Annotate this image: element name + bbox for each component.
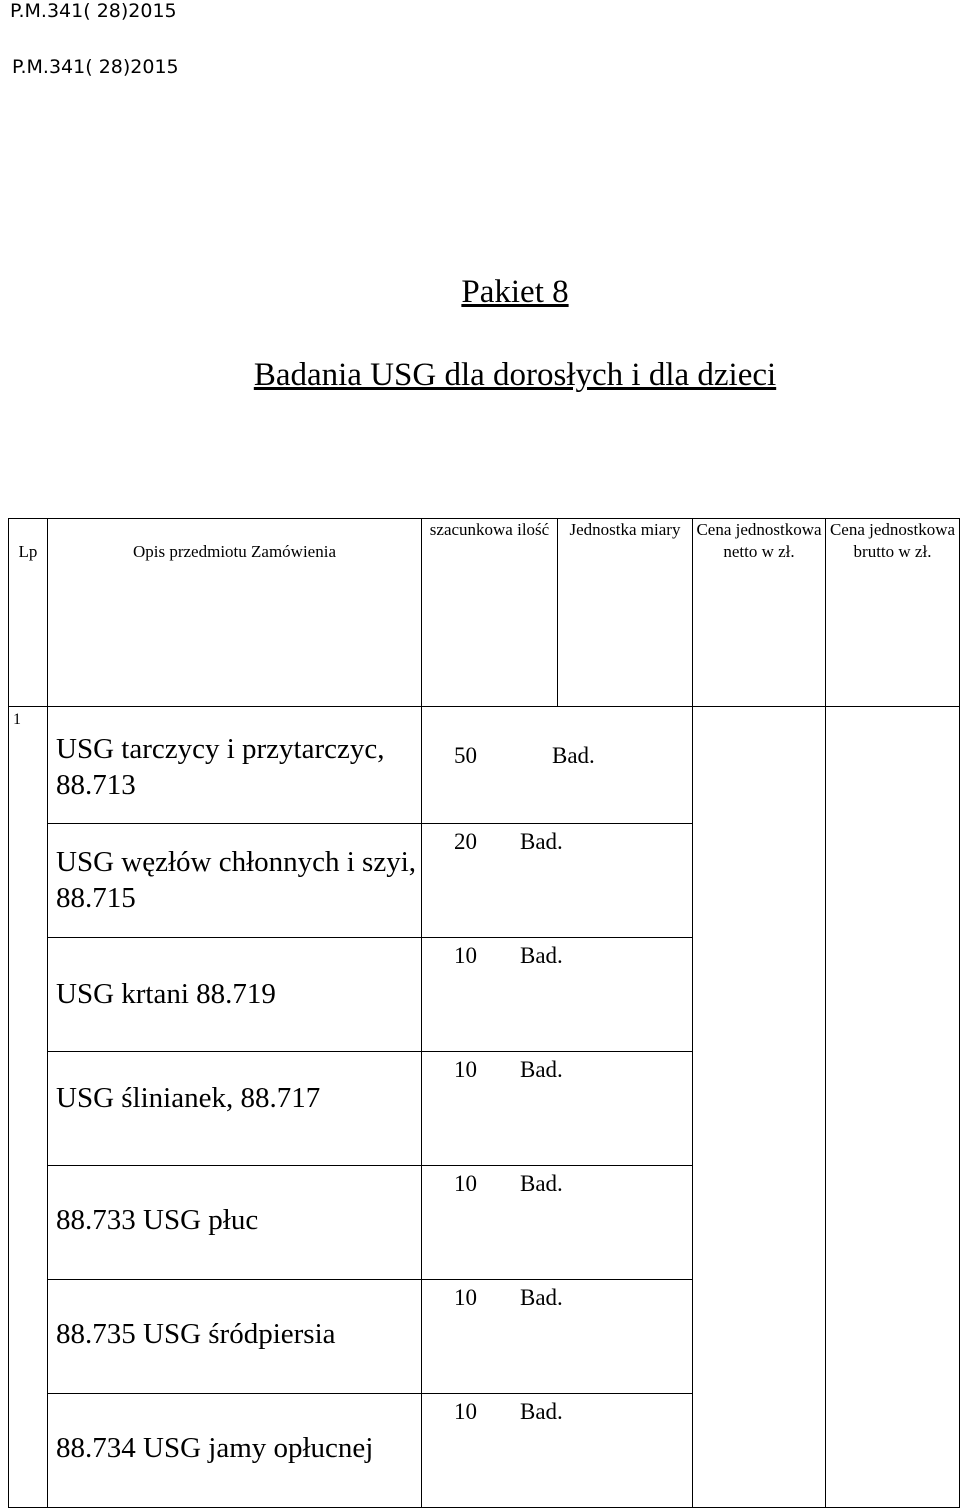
item-description: 88.735 USG śródpiersia: [48, 1280, 422, 1394]
quantity-unit-cell: [422, 1166, 693, 1280]
quantity-unit-cell: [422, 938, 693, 1052]
item-unit: Bad.: [520, 1399, 563, 1424]
item-quantity: 10: [454, 1057, 477, 1082]
quantity-unit-cell: [422, 1052, 693, 1166]
item-description: 88.734 USG jamy opłucnej: [48, 1394, 422, 1508]
item-quantity: 10: [454, 1285, 477, 1310]
quantity-unit-cell: [422, 1394, 693, 1508]
table-row: [9, 707, 960, 824]
item-quantity: 50: [454, 743, 477, 768]
table-header-row: [9, 519, 960, 707]
item-quantity: 10: [454, 1399, 477, 1424]
item-description: 88.733 USG płuc: [48, 1166, 422, 1280]
package-subtitle: Badania USG dla dorosłych i dla dzieci: [253, 357, 777, 393]
item-description: USG tarczycy i przytarczyc, 88.713: [48, 707, 422, 824]
item-description: USG ślinianek, 88.717: [48, 1052, 422, 1166]
column-header-net-price: Cena jednostkowa netto w zł.: [693, 519, 826, 707]
column-header-lp: Lp: [9, 519, 48, 707]
row-number: 1: [9, 707, 48, 1508]
gross-price-cell: [826, 707, 960, 1508]
quantity-unit-cell: [422, 707, 693, 824]
package-title: Pakiet 8: [461, 274, 569, 310]
column-header-quantity: szacunkowa ilość: [422, 519, 558, 707]
item-unit: Bad.: [552, 743, 595, 768]
quantity-unit-cell: [422, 1280, 693, 1394]
item-unit: Bad.: [520, 829, 563, 854]
item-description: USG węzłów chłonnych i szyi, 88.715: [48, 824, 422, 938]
document-code-header: P.M.341( 28)2015: [10, 0, 177, 22]
item-unit: Bad.: [520, 1171, 563, 1196]
document-code-header-repeat: P.M.341( 28)2015: [12, 56, 179, 78]
item-unit: Bad.: [520, 1057, 563, 1082]
item-quantity: 20: [454, 829, 477, 854]
item-description: USG krtani 88.719: [48, 938, 422, 1052]
order-table: [8, 518, 960, 1508]
column-header-description: Opis przedmiotu Zamówienia: [48, 519, 422, 707]
column-header-unit: Jednostka miary: [558, 519, 693, 707]
item-unit: Bad.: [520, 943, 563, 968]
net-price-cell: [693, 707, 826, 1508]
column-header-gross-price: Cena jednostkowa brutto w zł.: [826, 519, 960, 707]
item-unit: Bad.: [520, 1285, 563, 1310]
item-quantity: 10: [454, 1171, 477, 1196]
quantity-unit-cell: [422, 824, 693, 938]
item-quantity: 10: [454, 943, 477, 968]
